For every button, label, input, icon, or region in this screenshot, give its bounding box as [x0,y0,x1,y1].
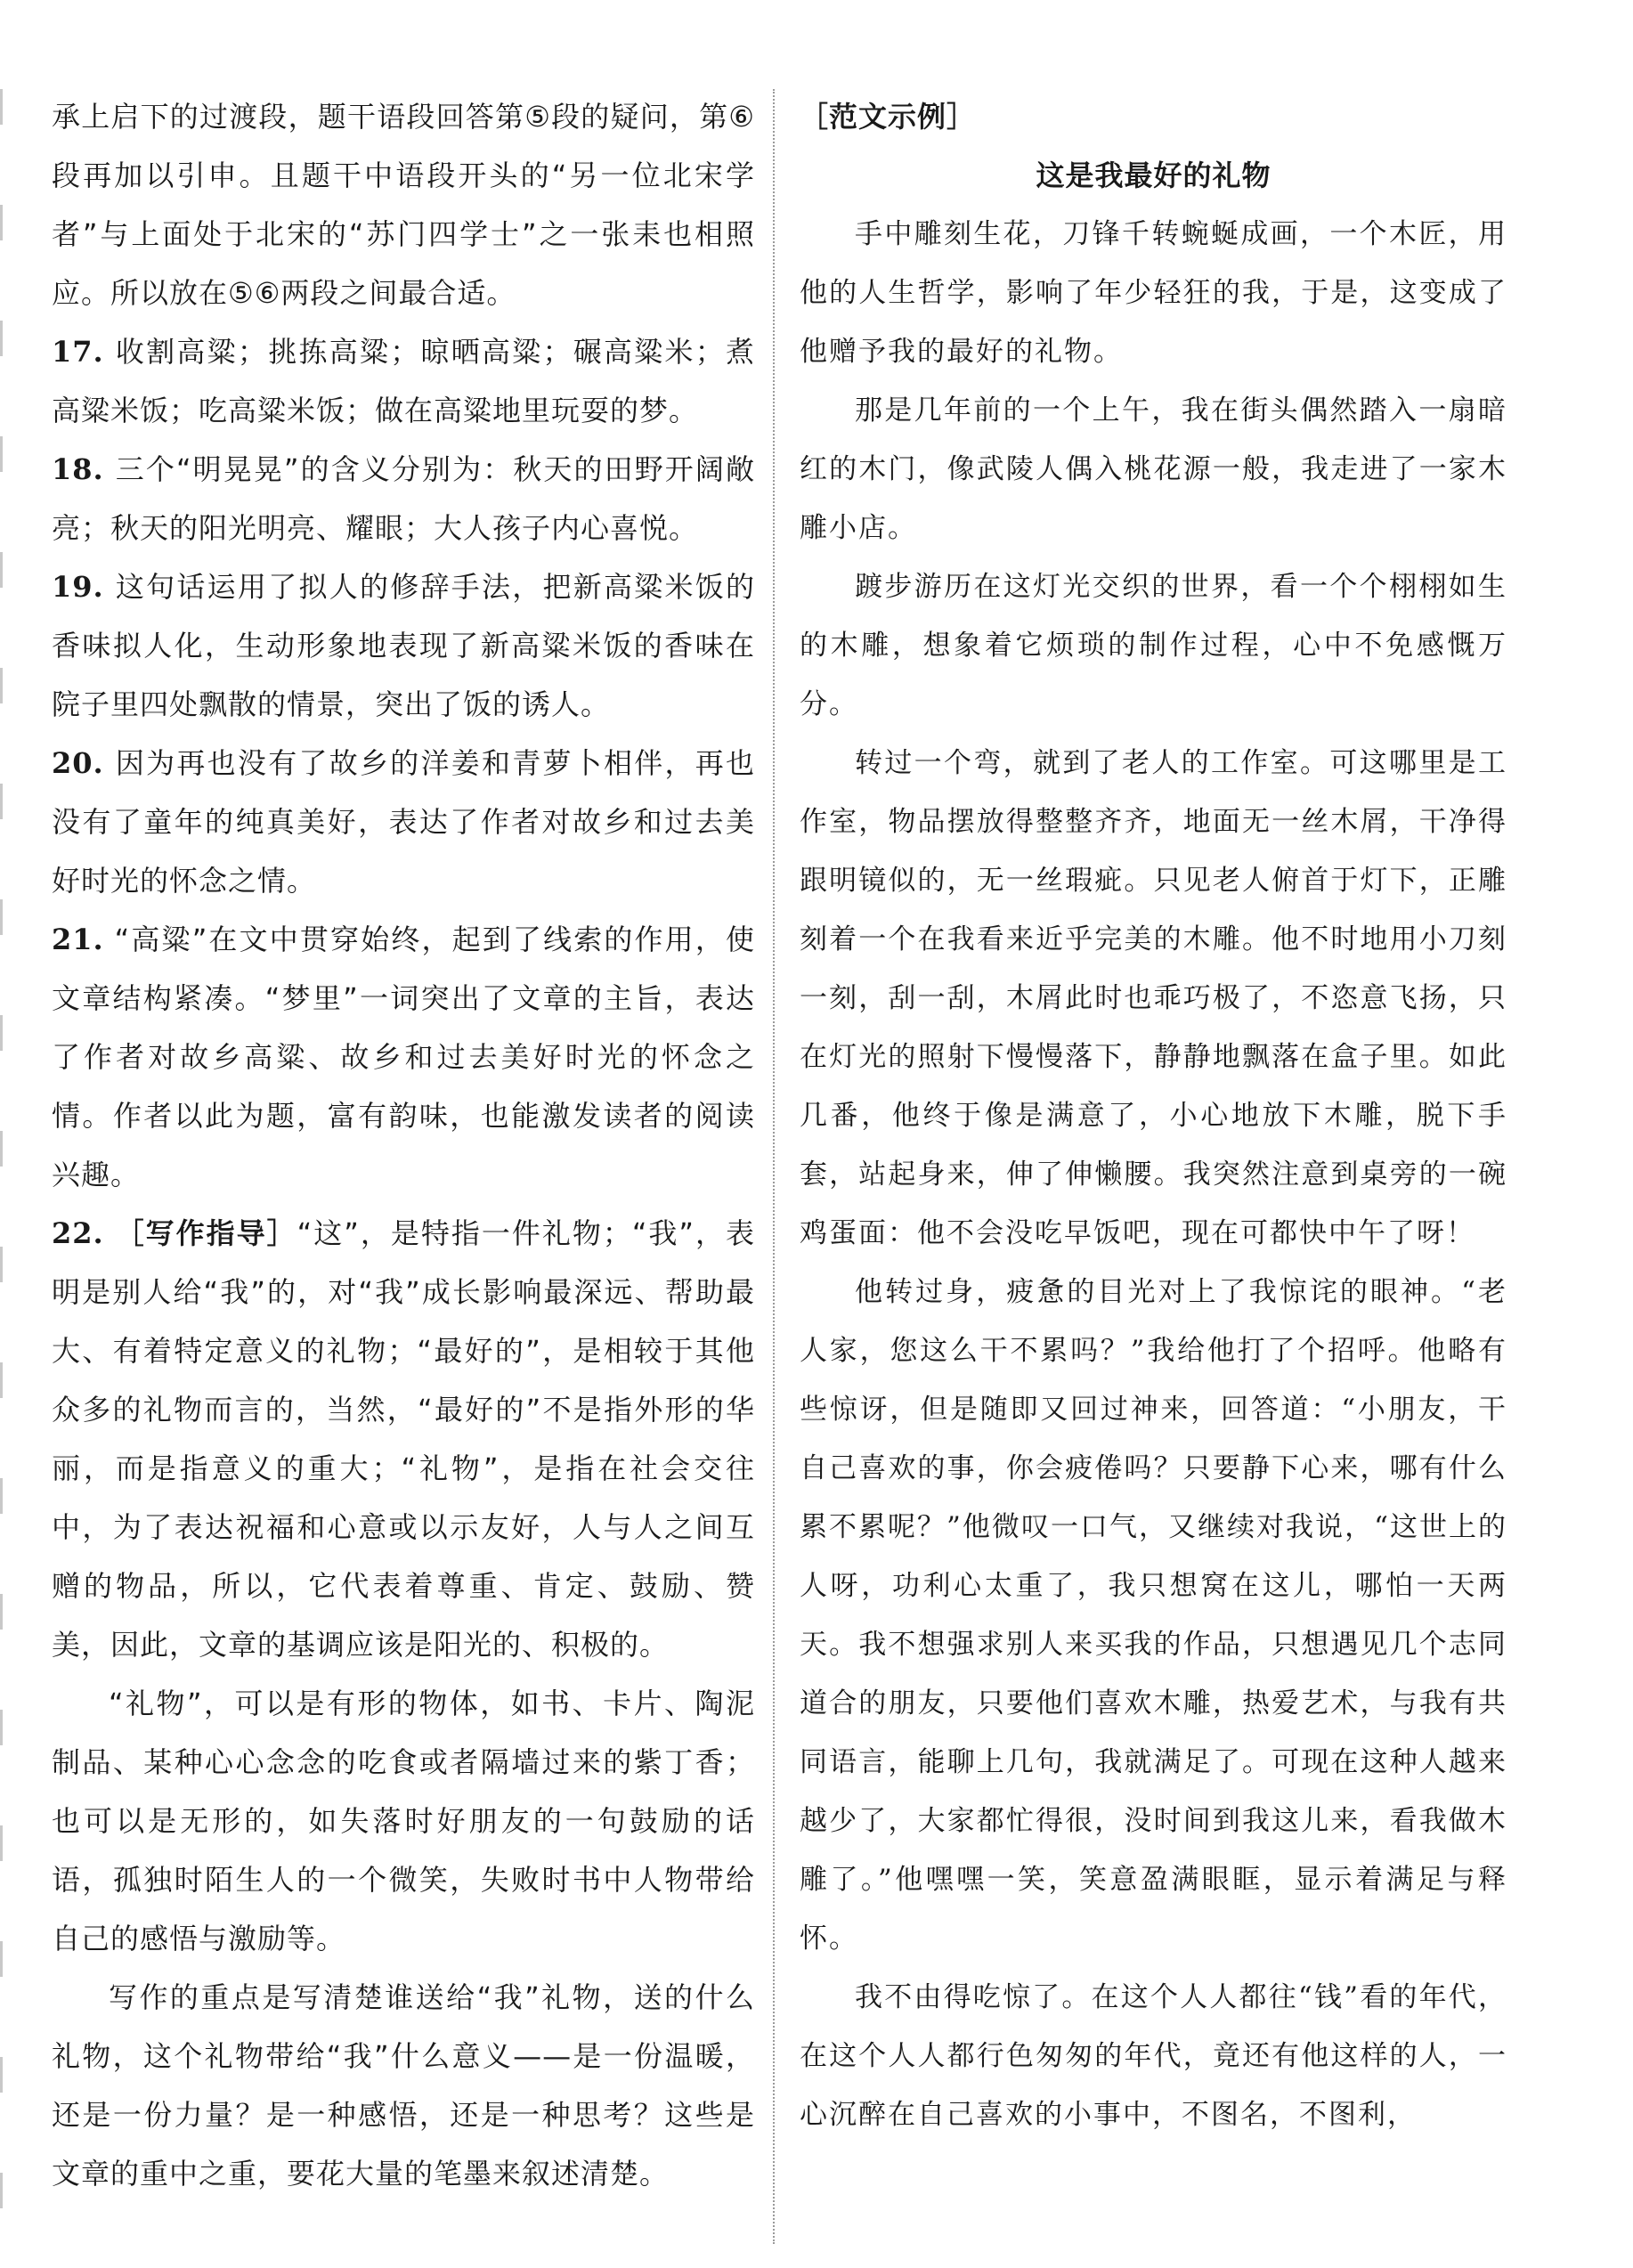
essay-paragraph: 踱步游历在这灯光交织的世界，看一个个栩栩如生的木雕，想象着它烦琐的制作过程，心中不免感慨万分。 [800,571,1507,720]
answer-text: 三个“明晃晃”的含义分别为：秋天的田野开阔敞亮；秋天的阳光明亮、耀眼；大人孩子内心喜悦。 [52,452,755,545]
essay-title: 这是我最好的礼物 [1036,159,1271,192]
page-edge-bar [0,89,3,2262]
essay-paragraph: 那是几年前的一个上午，我在街头偶然踏入一扇暗红的木门，像武陵人偶入桃花源一般，我走进了一家木雕小店。 [800,394,1507,544]
answer-21 [52,910,755,1204]
answer-19 [52,557,755,734]
sample-essay-column [800,87,1507,2144]
question-number: 19. [52,570,104,604]
sample-essay-header: ［范文示例］ [800,100,977,134]
answer-text: 收割高粱；挑拣高粱；晾晒高粱；碾高粱米；煮高粱米饭；吃高粱米饭；做在高粱地里玩耍的梦。 [52,335,755,427]
answer-text: “高粱”在文中贯穿始终，起到了线索的作用，使文章结构紧凑。“梦里”一词突出了文章的主旨，表达了作者对故乡高粱、故乡和过去美好时光的怀念之情。作者以此为题，富有韵味，也能激发读者的阅读兴趣。 [52,923,755,1191]
answer-text: 因为再也没有了故乡的洋姜和青萝卜相伴，再也没有了童年的纯真美好，表达了作者对故乡和过去美好时光的怀念之情。 [52,746,755,898]
essay-paragraph: 他转过身，疲惫的目光对上了我惊诧的眼神。“老人家，您这么干不累吗？”我给他打了个招呼。他略有些惊讶，但是随即又回过神来，回答道：“小朋友，干自己喜欢的事，你会疲倦吗？只要静下心来，哪有什么累不累呢？”他微叹一口气，又继续对我说，“这世上的人呀，功利心太重了，我只想窝在这儿，哪怕一天两天。我不想强求别人来买我的作品，只想遇见几个志同道合的朋友，只要他们喜欢木雕，热爱艺术，与我有共同语言，能聊上几句，我就满足了。可现在这种人越来越少了，大家都忙得很，没时间到我这儿来，看我做木雕了。”他嘿嘿一笑，笑意盈满眼眶，显示着满足与释怀。 [800,1276,1507,1955]
question-number: 20. [52,746,104,780]
question-number: 18. [52,452,104,486]
answer-16-continued: 承上启下的过渡段，题干语段回答第⑤段的疑问，第⑥段再加以引申。且题干中语段开头的“另一位北宋学者”与上面处于北宋的“苏门四学士”之一张耒也相照应。所以放在⑤⑥两段之间最合适。 [52,100,755,310]
answer-22 [52,1204,755,1674]
answer-17 [52,322,755,440]
answer-column [52,87,755,2203]
essay-paragraph: 我不由得吃惊了。在这个人人都往“钱”看的年代，在这个人人都行色匆匆的年代，竟还有他这样的人，一心沉醉在自己喜欢的小事中，不图名，不图利， [800,1981,1507,2131]
answer-text: “这”，是特指一件礼物；“我”，表明是别人给“我”的，对“我”成长影响最深远、帮助最大、有着特定意义的礼物；“最好的”，是相较于其他众多的礼物而言的，当然，“最好的”不是指外形的华丽，而是指意义的重大；“礼物”，是指在社会交往中，为了表达祝福和心意或以示友好，人与人之间互赠的物品，所以，它代表着尊重、肯定、鼓励、赞美，因此，文章的基调应该是阳光的、积极的。 [52,1216,755,1662]
writing-guide-tag: ［写作指导］ [114,1216,297,1250]
writing-guide-paragraph: “礼物”，可以是有形的物体，如书、卡片、陶泥制品、某种心心念念的吃食或者隔墙过来的紫丁香；也可以是无形的，如失落时好朋友的一句鼓励的话语，孤独时陌生人的一个微笑，失败时书中人物带给自己的感悟与激励等。 [52,1687,755,1955]
question-number: 17. [52,335,104,369]
question-number: 21. [52,923,104,956]
essay-paragraph: 手中雕刻生花，刀锋千转蜿蜒成画，一个木匠，用他的人生哲学，影响了年少轻狂的我，于是，这变成了他赠予我的最好的礼物。 [800,218,1507,368]
answer-text: 这句话运用了拟人的修辞手法，把新高粱米饭的香味拟人化，生动形象地表现了新高粱米饭的香味在院子里四处飘散的情景，突出了饭的诱人。 [52,570,755,721]
question-number: 22. [52,1216,104,1250]
column-divider [773,89,775,2244]
answer-18 [52,440,755,557]
essay-paragraph: 转过一个弯，就到了老人的工作室。可这哪里是工作室，物品摆放得整整齐齐，地面无一丝木屑，干净得跟明镜似的，无一丝瑕疵。只见老人俯首于灯下，正雕刻着一个在我看来近乎完美的木雕。他不时地用小刀刻一刻，刮一刮，木屑此时也乖巧极了，不恣意飞扬，只在灯光的照射下慢慢落下，静静地飘落在盒子里。如此几番，他终于像是满意了，小心地放下木雕，脱下手套，站起身来，伸了伸懒腰。我突然注意到桌旁的一碗鸡蛋面：他不会没吃早饭吧，现在可都快中午了呀！ [800,747,1507,1249]
answer-20 [52,734,755,910]
writing-guide-paragraph: 写作的重点是写清楚谁送给“我”礼物，送的什么礼物，这个礼物带给“我”什么意义——是一份温暖，还是一份力量？是一种感悟，还是一种思考？这些是文章的重中之重，要花大量的笔墨来叙述清楚。 [52,1980,755,2191]
